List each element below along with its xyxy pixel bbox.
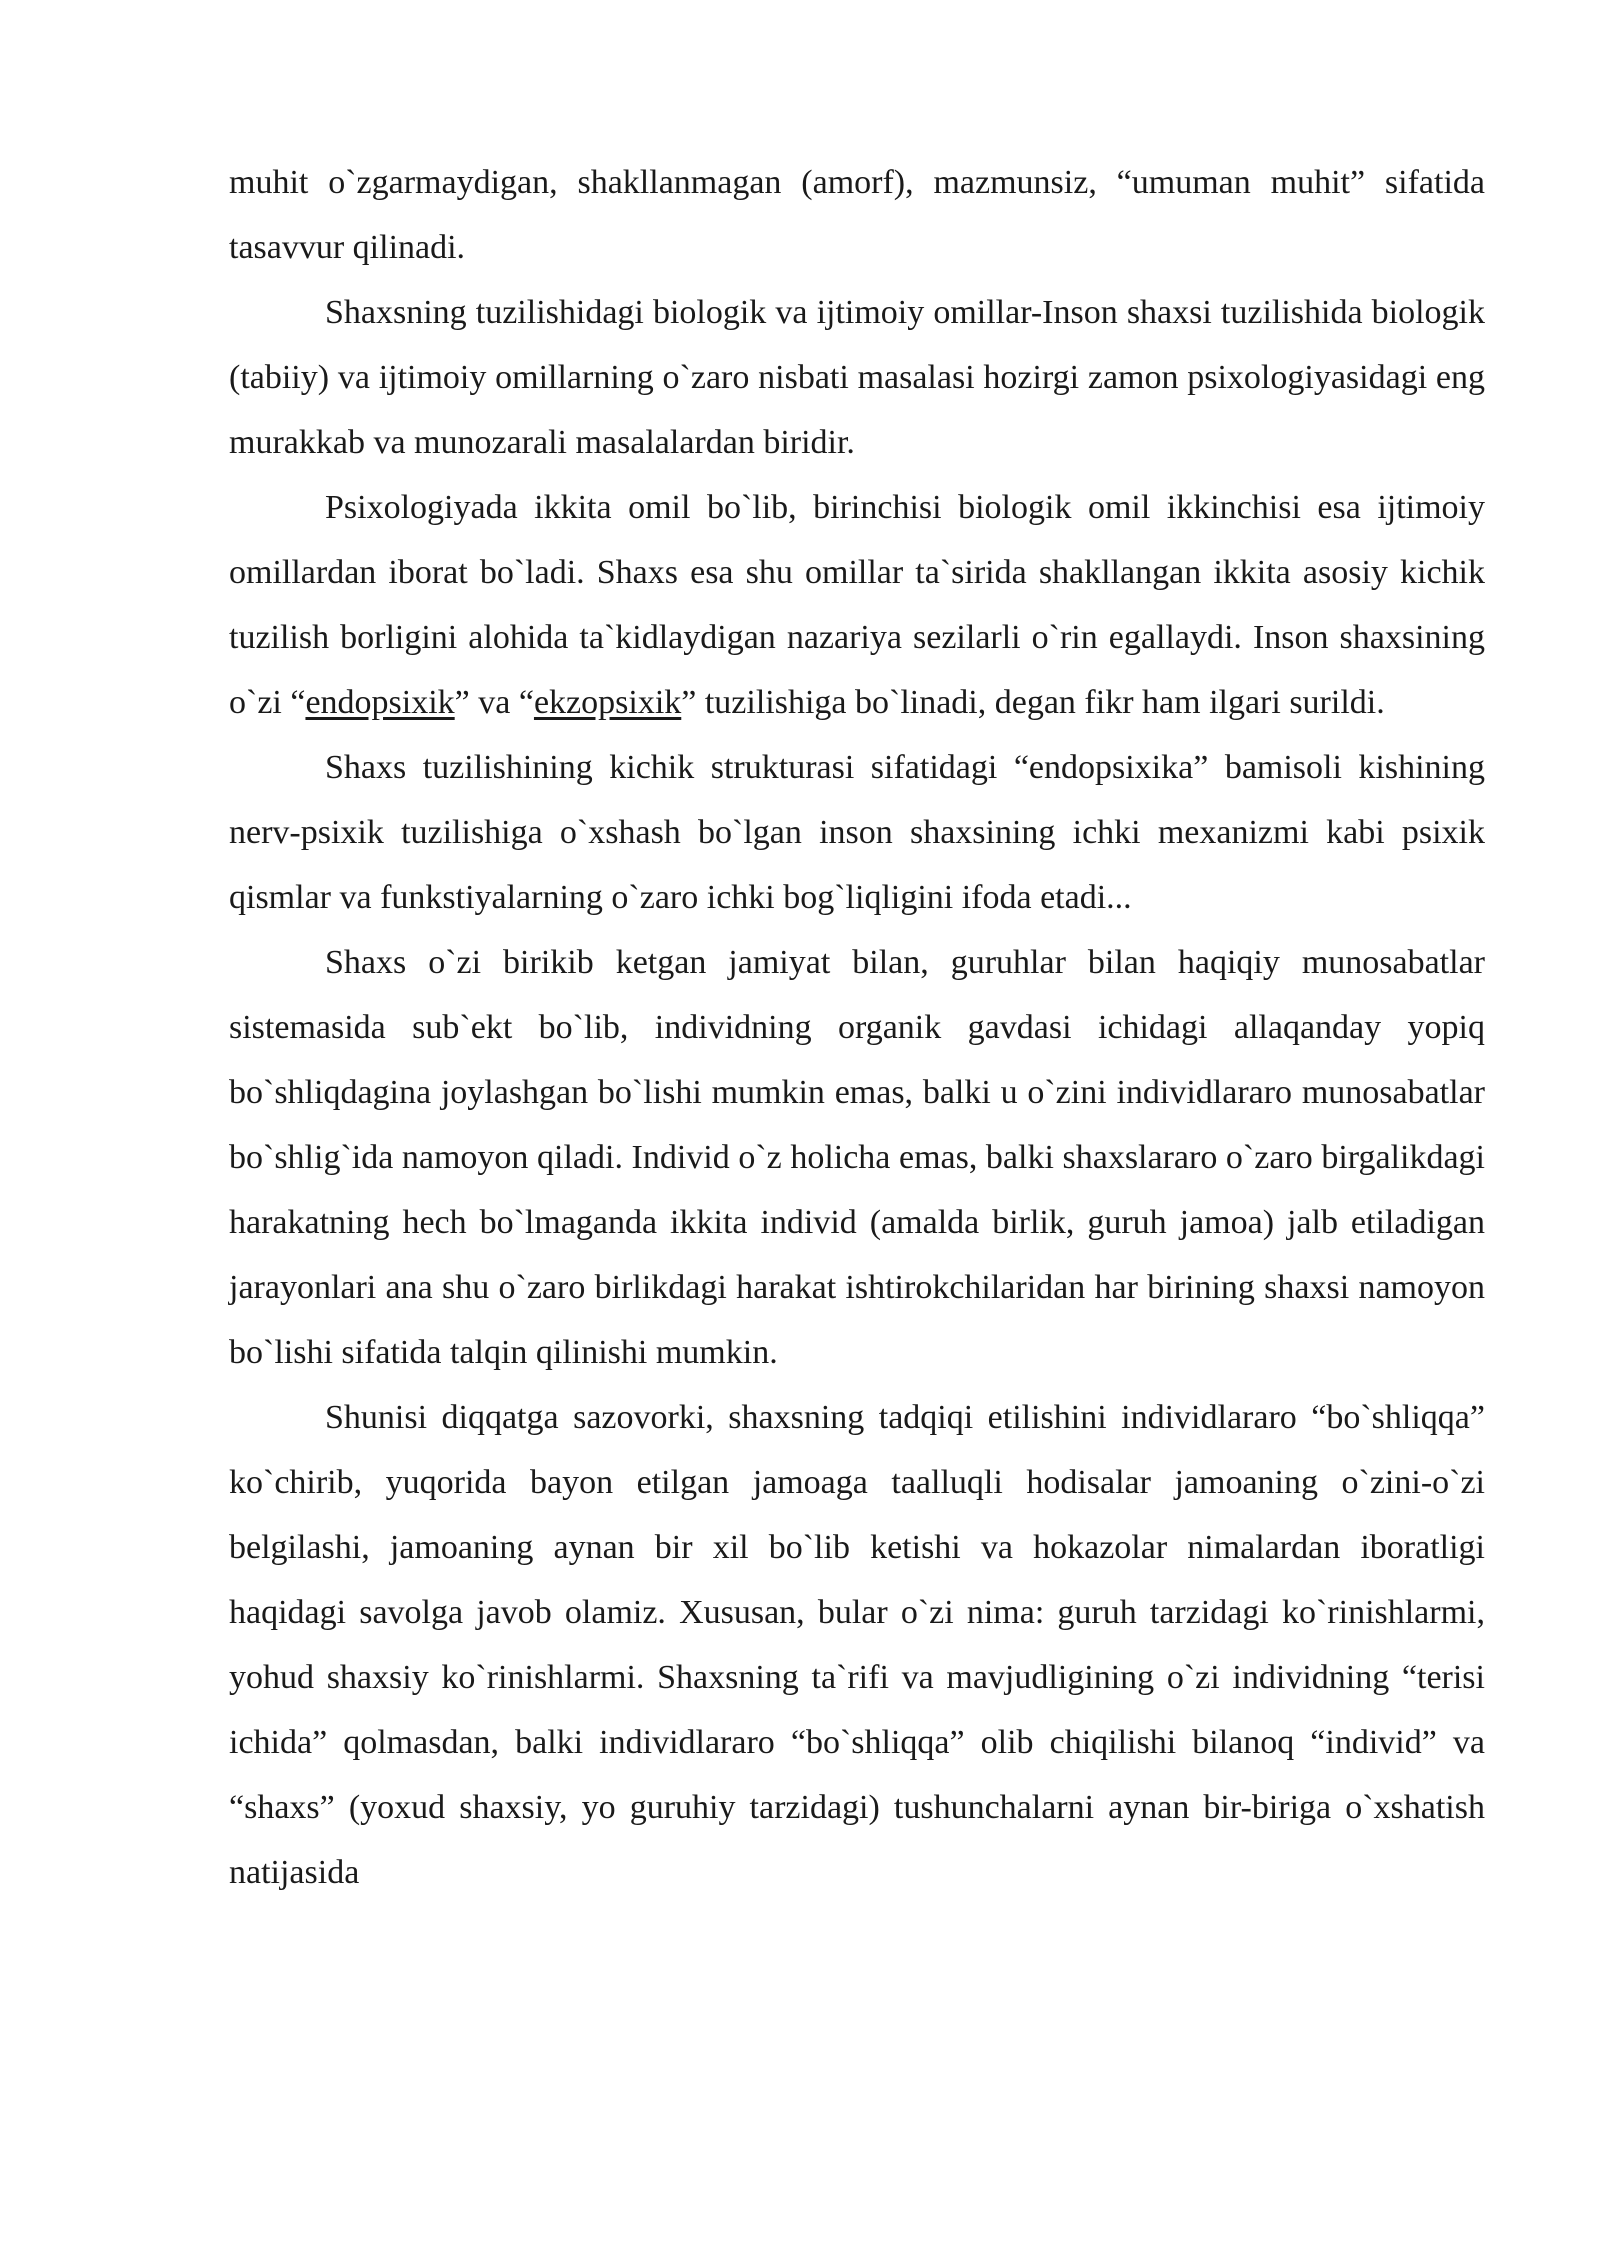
- paragraph-text: ” tuzilishiga bo`linadi, degan fikr ham ilgari surildi.: [681, 684, 1385, 721]
- paragraph: [229, 930, 1485, 1385]
- document-page: [229, 150, 1485, 1905]
- paragraph-text: ” va “: [454, 684, 534, 721]
- paragraph-text: Shaxs o`zi birikib ketgan jamiyat bilan, guruhlar bilan haqiqiy munosabatlar sistemasida sub`ekt bo`lib, individning organik gavdasi ichidagi allaqanday yopiq bo`shliqdagina joylashgan bo`lishi mumkin emas, balki u o`zini individlararo munosabatlar bo`shlig`ida namoyon qiladi. Individ o`z holicha emas, balki shaxslararo o`zaro birgalikdagi harakatning hech bo`lmaganda ikkita individ (amalda birlik, guruh jamoa) jalb etiladigan jarayonlari ana shu o`zaro birlikdagi harakat ishtirokchilaridan har birining shaxsi namoyon bo`lishi sifatida talqin qilinishi mumkin.: [229, 944, 1485, 1371]
- underlined-term-endopsixik: endopsixik: [305, 684, 455, 721]
- paragraph: [229, 280, 1485, 475]
- paragraph-text: Shaxs tuzilishining kichik strukturasi sifatidagi “endopsixika” bamisoli kishining nerv-psixik tuzilishiga o`xshash bo`lgan inson shaxsining ichki mexanizmi kabi psixik qismlar va funkstiyalarning o`zaro ichki bog`liqligini ifoda etadi...: [229, 749, 1485, 916]
- paragraph-text: Psixologiyada ikkita omil bo`lib, birinchisi biologik omil ikkinchisi esa ijtimoiy omillardan iborat bo`ladi. Shaxs esa shu omillar ta`sirida shakllangan ikkita asosiy kichik tuzilish borligini alohida ta`kidlaydigan nazariya sezilarli o`rin egallaydi. Inson shaxsining o`zi “: [229, 489, 1485, 721]
- paragraph: [229, 735, 1485, 930]
- underlined-term-ekzopsixik: ekzopsixik: [533, 684, 682, 721]
- paragraph-text: Shunisi diqqatga sazovorki, shaxsning tadqiqi etilishini individlararo “bo`shliqqa” ko`chirib, yuqorida bayon etilgan jamoaga taalluqli hodisalar jamoaning o`zini-o`zi belgilashi, jamoaning aynan bir xil bo`lib ketishi va hokazolar nimalardan iboratligi haqidagi savolga javob olamiz. Xususan, bular o`zi nima: guruh tarzidagi ko`rinishlarmi, yohud shaxsiy ko`rinishlarmi. Shaxsning ta`rifi va mavjudligining o`zi individning “terisi ichida” qolmasdan, balki individlararo “bo`shliqqa” olib chiqilishi bilanoq “individ” va “shaxs” (yoxud shaxsiy, yo guruhiy tarzidagi) tushunchalarni aynan bir-biriga o`xshatish natijasida: [229, 1399, 1485, 1891]
- paragraph-text: muhit o`zgarmaydigan, shakllanmagan (amorf), mazmunsiz, “umuman muhit” sifatida tasavvur qilinadi.: [229, 164, 1485, 266]
- paragraph: [229, 150, 1485, 280]
- paragraph-text: Shaxsning tuzilishidagi biologik va ijtimoiy omillar-Inson shaxsi tuzilishida biologik (tabiiy) va ijtimoiy omillarning o`zaro nisbati masalasi hozirgi zamon psixologiyasidagi eng murakkab va munozarali masalalardan biridir.: [229, 294, 1485, 461]
- paragraph: [229, 475, 1485, 735]
- paragraph: [229, 1385, 1485, 1905]
